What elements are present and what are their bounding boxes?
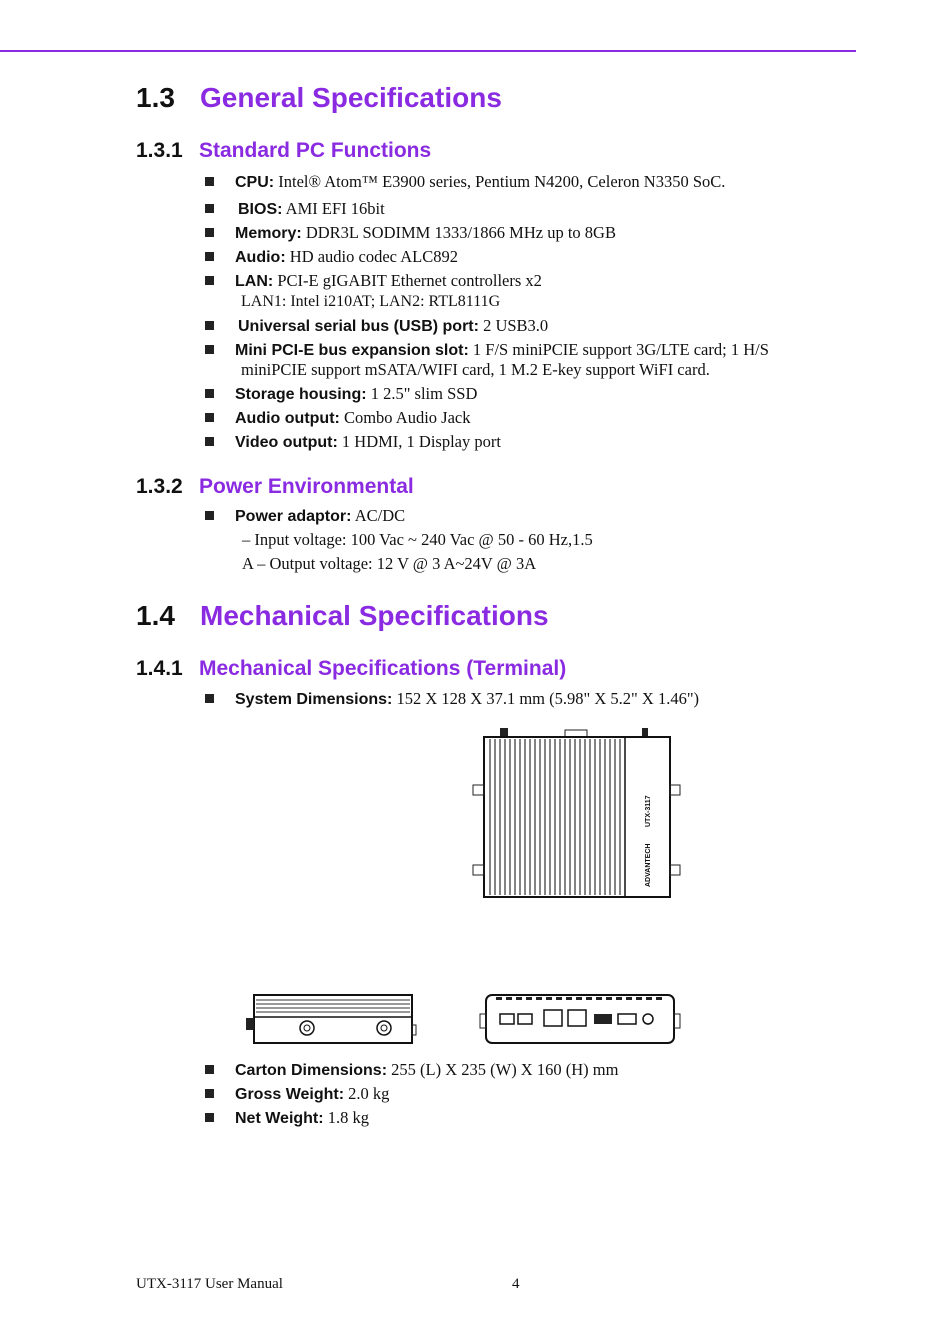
subsection-heading-1-3-2: 1.3.2 Power Environmental	[136, 475, 414, 498]
device-brand-label: ADVANTECH	[645, 843, 652, 887]
subsection-heading-1-3-1: 1.3.1 Standard PC Functions	[136, 139, 432, 162]
spec-item-minipcie-continuation: miniPCIE support mSATA/WIFI card, 1 M.2 E-key support WiFI card.	[241, 360, 710, 379]
device-model-label: UTX-3117	[645, 795, 652, 827]
footer-page-number: 4	[512, 1276, 520, 1292]
device-top-view-drawing	[470, 725, 690, 900]
power-input-voltage: – Input voltage: 100 Vac ~ 240 Vac @ 50 - 60 Hz,1.5	[242, 530, 593, 549]
power-output-voltage: A – Output voltage: 12 V @ 3 A~24V @ 3A	[242, 554, 537, 573]
header-rule	[0, 50, 856, 52]
spec-item-lan-continuation: LAN1: Intel i210AT; LAN2: RTL8111G	[241, 293, 501, 310]
device-front-view-drawing	[478, 990, 683, 1050]
subsection-heading-1-4-1: 1.4.1 Mechanical Specifications (Terminal)	[136, 657, 567, 680]
footer-manual-title: UTX-3117 User Manual	[136, 1276, 283, 1292]
device-side-view-drawing	[242, 990, 417, 1050]
section-heading-1-4: 1.4 Mechanical Specifications	[136, 600, 549, 631]
section-heading-1-3: 1.3 General Specifications	[136, 82, 502, 113]
